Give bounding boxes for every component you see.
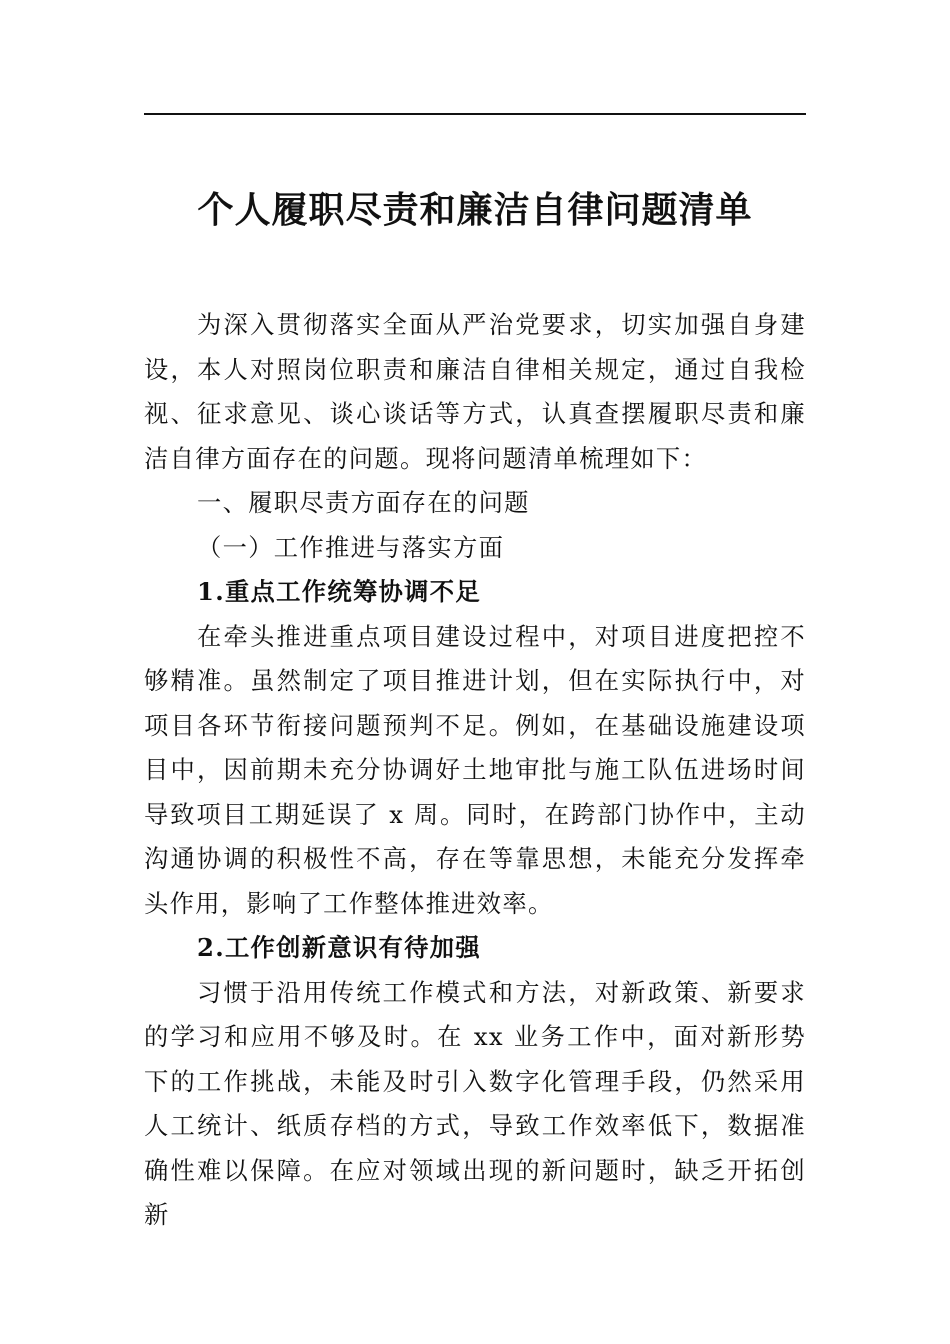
item-heading-2: 2.工作创新意识有待加强 [197,933,481,962]
document-title: 个人履职尽责和廉洁自律问题清单 [197,189,753,231]
item-paragraph-1: 在牵头推进重点项目建设过程中，对项目进度把控不够精准。虽然制定了项目推进计划，但在实际执行中，对项目各环节衔接问题预判不足。例如，在基础设施建设项目中，因前期未充分协调好土地审批与施工队伍进场时间导致项目工期延误了 x 周。同时，在跨部门协作中，主动沟通协调的积极性不高，存在等靠思想，未能充分发挥牵头作用，影响了工作整体推进效率。 [144,621,806,918]
item-paragraph-2: 习惯于沿用传统工作模式和方法，对新政策、新要求的学习和应用不够及时。在 xx 业务工作中，面对新形势下的工作挑战，未能及时引入数字化管理手段，仍然采用人工统计、纸质存档的方式，导致工作效率低下，数据准确性难以保障。在应对领域出现的新问题时，缺乏开拓创新 [144,977,806,1229]
item-heading-1: 1.重点工作统筹协调不足 [197,577,481,606]
intro-paragraph: 为深入贯彻落实全面从严治党要求，切实加强自身建设，本人对照岗位职责和廉洁自律相关规定，通过自我检视、征求意见、谈心谈话等方式，认真查摆履职尽责和廉洁自律方面存在的问题。现将问题清单梳理如下： [144,310,806,473]
header-rule [144,113,806,115]
section-heading: 一、履职尽责方面存在的问题 [197,488,530,517]
document-body [144,303,806,1238]
subsection-heading: （一）工作推进与落实方面 [197,532,505,562]
